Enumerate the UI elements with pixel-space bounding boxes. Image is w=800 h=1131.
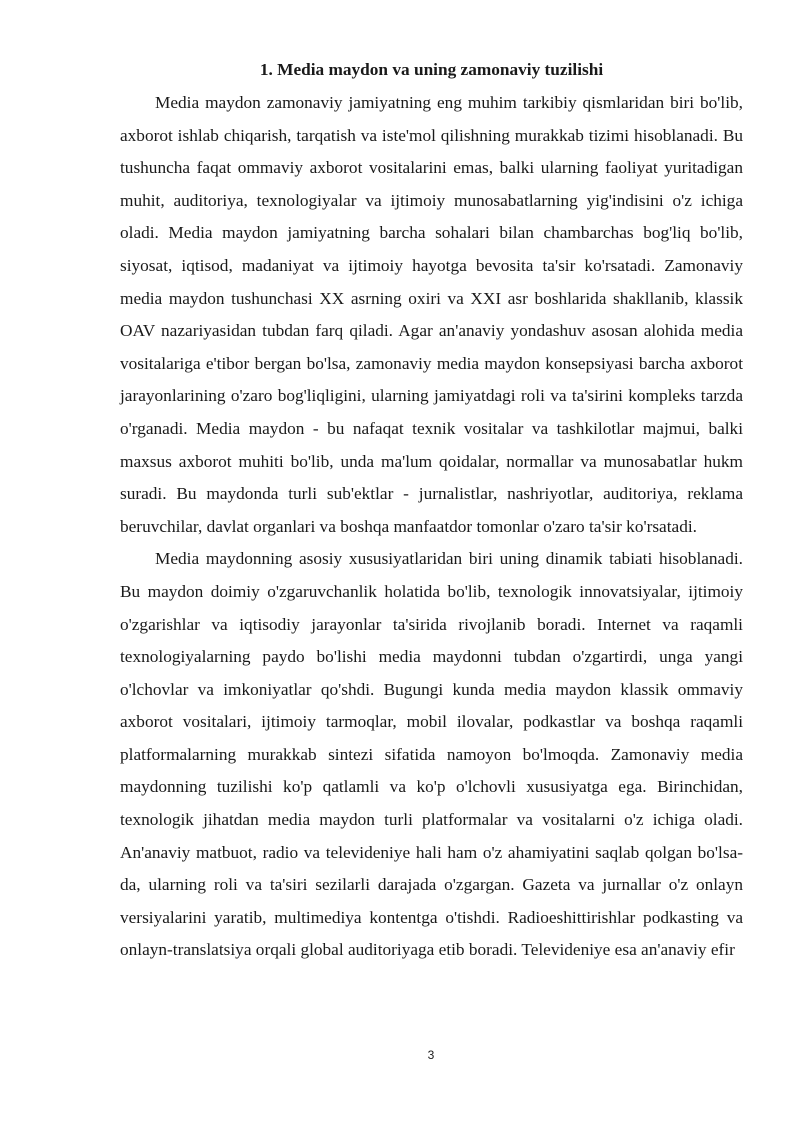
body-text <box>120 87 743 967</box>
paragraph-1: Media maydon zamonaviy jamiyatning eng muhim tarkibiy qismlaridan biri bo'lib, axborot ishlab chiqarish, tarqatish va iste'mol qilishning murakkab tizimi hisoblanadi. Bu tushuncha faqat ommaviy axborot vositalarini emas, balki ularning faoliyat yuritadigan muhit, auditoriya, texnologiyalar va ijtimoiy munosabatlarning yig'indisini o'z ichiga oladi. Media maydon jamiyatning barcha sohalari bilan chambarchas bog'liq bo'lib, siyosat, iqtisod, madaniyat va ijtimoiy hayotga bevosita ta'sir ko'rsatadi. Zamonaviy media maydon tushunchasi XX asrning oxiri va XXI asr boshlarida shakllanib, klassik OAV nazariyasidan tubdan farq qiladi. Agar an'anaviy yondashuv asosan alohida media vositalariga e'tibor bergan bo'lsa, zamonaviy media maydon konsepsiyasi barcha axborot jarayonlarining o'zaro bog'liqligini, ularning jamiyatdagi roli va ta'sirini kompleks tarzda o'rganadi. Media maydon - bu nafaqat texnik vositalar va tashkilotlar majmui, balki maxsus axborot muhiti bo'lib, unda ma'lum qoidalar, normallar va munosabatlar hukm suradi. Bu maydonda turli sub'ektlar - jurnalistlar, nashriyotlar, auditoriya, reklama beruvchilar, davlat organlari va boshqa manfaatdor tomonlar o'zaro ta'sir ko'rsatadi. <box>120 93 743 536</box>
page-number: 3 <box>427 1048 435 1062</box>
section-heading: 1. Media maydon va uning zamonaviy tuzilishi <box>259 60 604 79</box>
paragraph-2: Media maydonning asosiy xususiyatlaridan biri uning dinamik tabiati hisoblanadi. Bu maydon doimiy o'zgaruvchanlik holatida bo'lib, texnologik innovatsiyalar, ijtimoiy o'zgarishlar va iqtisodiy jarayonlar ta'sirida rivojlanib boradi. Internet va raqamli texnologiyalarning paydo bo'lishi media maydonni tubdan o'zgartirdi, unga yangi o'lchovlar va imkoniyatlar qo'shdi. Bugungi kunda media maydon klassik ommaviy axborot vositalari, ijtimoiy tarmoqlar, mobil ilovalar, podkastlar va boshqa raqamli platformalarning murakkab sintezi sifatida namoyon bo'lmoqda. Zamonaviy media maydonning tuzilishi ko'p qatlamli va ko'p o'lchovli xususiyatga ega. Birinchidan, texnologik jihatdan media maydon turli platformalar va vositalarni o'z ichiga oladi. An'anaviy matbuot, radio va televideniye hali ham o'z ahamiyatini saqlab qolgan bo'lsa-da, ularning roli va ta'siri sezilarli darajada o'zgargan. Gazeta va jurnallar o'z onlayn versiyalarini yaratib, multimediya kontentga o'tishdi. Radioeshittirishlar podkasting va onlayn-translatsiya orqali global auditoriyaga etib boradi. Televideniye esa an'anaviy efir <box>120 549 743 960</box>
